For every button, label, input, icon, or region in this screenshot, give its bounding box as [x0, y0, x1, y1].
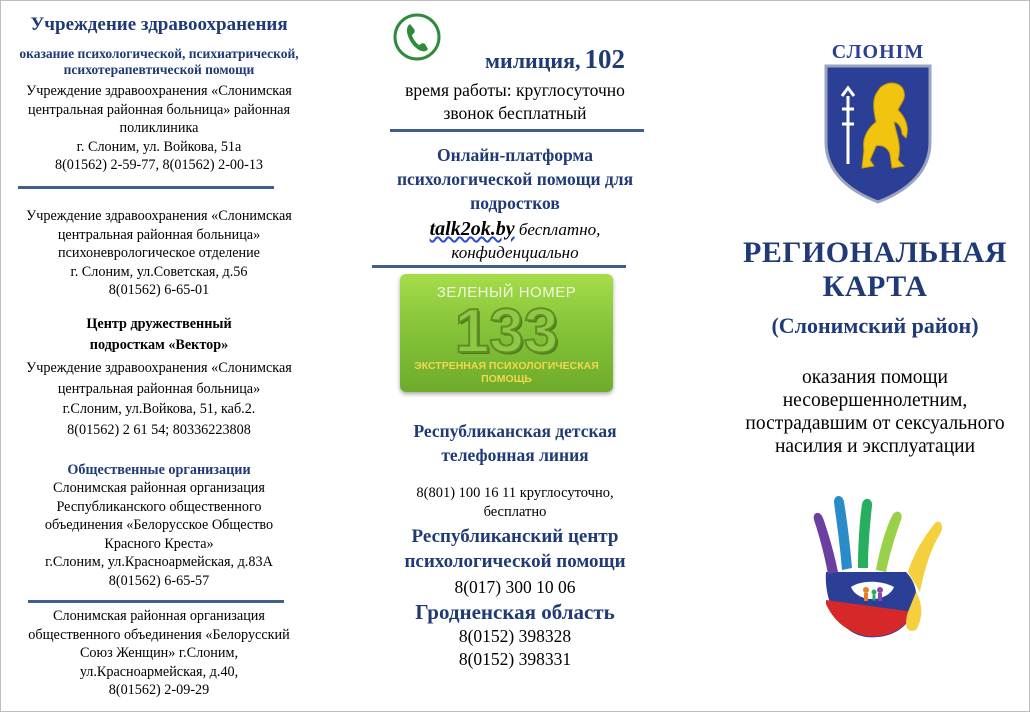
text-line: оказания помощи: [801, 367, 948, 388]
text-line: поликлиника: [119, 120, 199, 136]
text-line: Слонимская районная организация: [53, 480, 265, 496]
title-line: КАРТА: [822, 270, 928, 303]
handprint-icon: [796, 492, 946, 642]
text-line: пострадавшим от сексуального: [745, 413, 1005, 434]
text-line: Учреждение здравоохранения «Слонимская: [26, 208, 292, 224]
document-description: [700, 366, 1030, 458]
title-line: РЕГИОНАЛЬНАЯ: [743, 236, 1007, 269]
section-subheading-healthcare: оказание психологической, психиатрической, психотерапевтической помощи: [19, 46, 299, 77]
banner-top-label: ЗЕЛЕНЫЙ НОМЕР: [436, 284, 577, 301]
section-heading-healthcare: Учреждение здравоохранения: [30, 14, 288, 35]
text-line: Союз Женщин» г.Слоним,: [79, 645, 239, 661]
banner-number: 133: [454, 297, 559, 366]
text-line: подростков: [470, 193, 560, 213]
region-phones: [360, 625, 670, 671]
phone-number: 8(0152) 398331: [458, 649, 572, 669]
address: г.Слоним, ул.Красноармейская, д.83А: [45, 554, 273, 570]
psychoneurology-info: [0, 207, 318, 300]
text-line: Республиканский центр: [411, 526, 619, 547]
vector-center-title: [0, 314, 318, 356]
region-heading: Гродненская область: [415, 600, 615, 624]
text-line: 8(801) 100 16 11 круглосуточно,: [416, 485, 614, 501]
police-label: милиция,: [485, 48, 581, 73]
text-line: центральная районная больница»: [57, 226, 261, 243]
text-line: центральная районная больница»: [57, 380, 261, 397]
hotline-heading: [360, 419, 670, 467]
online-platform-heading: [360, 143, 670, 215]
phone-number: 8(01562) 2-09-29: [108, 682, 210, 698]
document-title: [700, 236, 1030, 304]
public-orgs-heading: Общественные организации: [67, 462, 251, 478]
phone-numbers: 8(01562) 2-59-77, 8(01562) 2-00-13: [54, 157, 264, 173]
site-link[interactable]: talk2ok.by: [429, 218, 515, 240]
text-line: звонок бесплатный: [443, 103, 587, 123]
text-line: конфиденциально: [451, 243, 579, 262]
address: г. Слоним, ул. Войкова, 51а: [76, 138, 242, 155]
text-line: несовершеннолетним,: [782, 390, 968, 411]
text-line: объединения «Белорусское Общество: [44, 517, 274, 533]
text-line: психологической помощи: [404, 551, 626, 572]
text-line: подросткам «Вектор»: [89, 337, 229, 353]
text-line: психологической помощи для: [396, 169, 634, 189]
text-line: Онлайн-платформа: [437, 145, 593, 165]
police-info: [360, 79, 670, 125]
psych-center-heading: [360, 524, 670, 574]
phone-numbers: 8(01562) 2 61 54; 80336223808: [67, 421, 251, 438]
document-subtitle: (Слонимский район): [771, 313, 979, 338]
coat-of-arms-icon: [818, 34, 938, 206]
phone-number: 8(0152) 398328: [458, 626, 572, 646]
womens-union-info: [0, 607, 318, 700]
text-line: Красного Креста»: [104, 535, 214, 552]
text-line: Учреждение здравоохранения «Слонимская: [26, 83, 292, 99]
green-number-banner: [400, 274, 613, 392]
vector-center-info: [0, 358, 318, 440]
separator: [390, 129, 644, 132]
police-number: 102: [584, 44, 625, 74]
separator: [372, 265, 626, 268]
hotline-info: [360, 484, 670, 522]
text-line: психоневрологическое отделение: [58, 245, 260, 261]
text-line: Центр дружественный: [86, 316, 232, 332]
text-line: Республиканская детская: [413, 421, 617, 441]
red-cross-info: [0, 479, 318, 590]
phone-number: 8(01562) 6-65-57: [108, 572, 210, 589]
text-line: Учреждение здравоохранения «Слонимская: [26, 360, 292, 376]
text-line: Слонимская районная организация: [53, 608, 265, 624]
text-line: центральная районная больница» районная: [28, 101, 290, 118]
phone-number: 8(01562) 6-65-01: [108, 282, 210, 298]
address: г. Слоним, ул.Советская, д.56: [70, 263, 248, 280]
online-platform-info: [360, 218, 670, 264]
text-line: бесплатно: [483, 504, 547, 520]
text-line: общественного объединения «Белорусский: [28, 626, 290, 643]
coat-label: СЛОНІМ: [831, 41, 925, 63]
text-line: Республиканского общественного: [56, 498, 262, 515]
banner-bottom-label: ЭКСТРЕННАЯ ПСИХОЛОГИЧЕСКАЯ ПОМОЩЬ: [414, 360, 599, 385]
separator: [18, 186, 274, 189]
police-line: [360, 44, 670, 75]
text-line: насилия и эксплуатации: [774, 436, 976, 457]
psych-center-phone: 8(017) 300 10 06: [454, 577, 576, 597]
text-line: телефонная линия: [441, 445, 589, 465]
text-line: бесплатно,: [514, 220, 601, 239]
address: г.Слоним, ул.Войкова, 51, каб.2.: [62, 401, 256, 417]
text-line: время работы: круглосуточно: [405, 80, 625, 100]
polyclinic-info: [0, 82, 318, 175]
address: ул.Красноармейская, д.40,: [79, 663, 239, 680]
separator: [28, 600, 284, 603]
